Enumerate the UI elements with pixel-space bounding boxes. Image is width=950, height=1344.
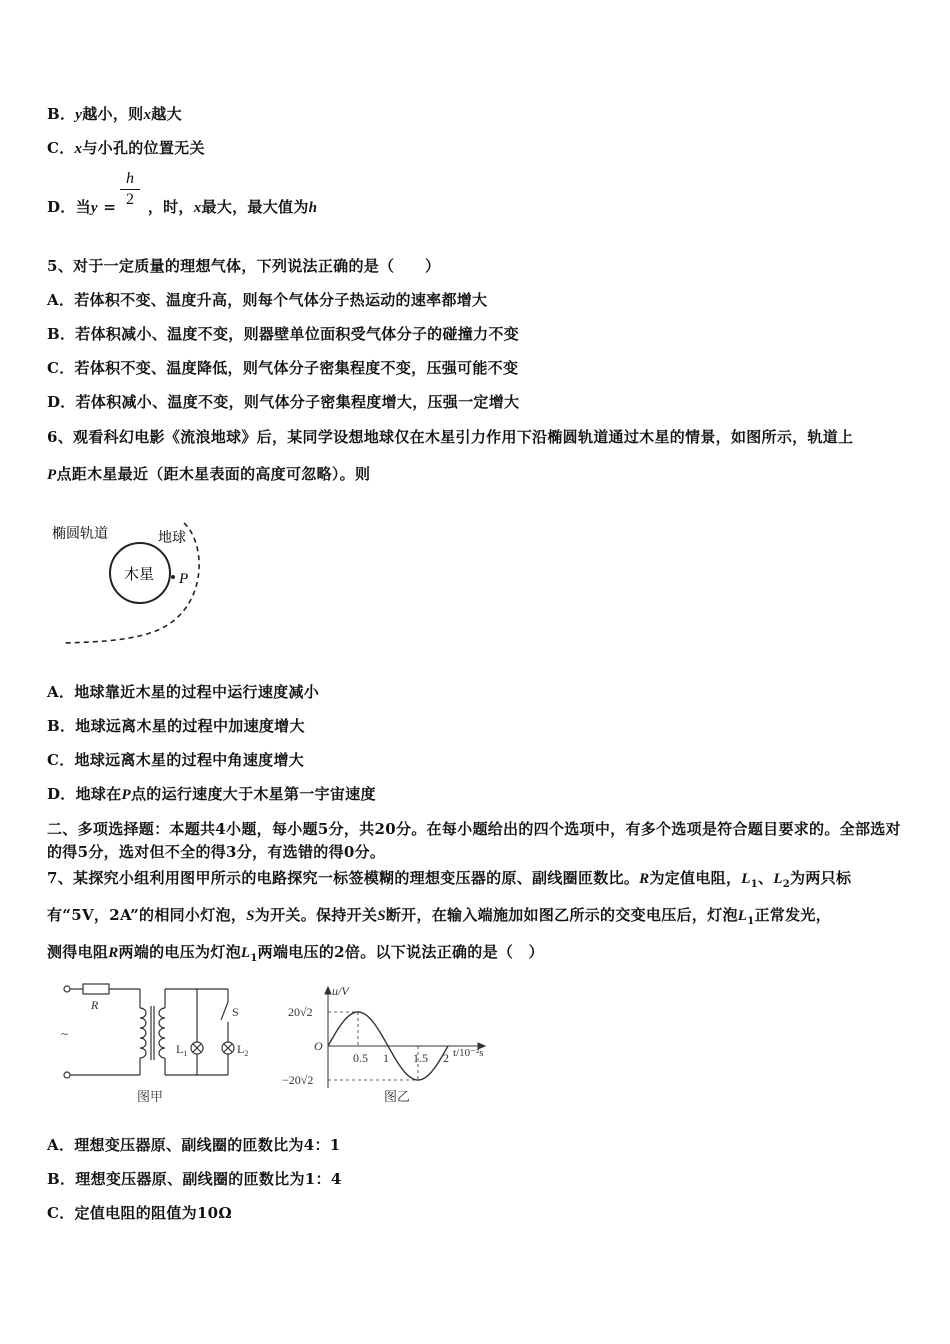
q4-option-b: B．y越小，则x越大	[47, 105, 182, 123]
y-axis-arrow	[325, 987, 331, 994]
resistor-r	[83, 984, 109, 994]
q7-option-a: A．理想变压器原、副线圈的匝数比为4：1	[47, 1136, 341, 1154]
q4-option-c: C．x与小孔的位置无关	[47, 139, 205, 157]
circuit-figure	[55, 978, 270, 1108]
q5-option-b: B．若体积减小、温度不变，则器壁单位面积受气体分子的碰撞力不变	[47, 325, 519, 343]
primary-coil	[140, 1008, 146, 1058]
voltage-chart	[280, 978, 495, 1108]
q5-option-c: C．若体积不变、温度降低，则气体分子密集程度不变，压强可能不变	[47, 359, 519, 377]
x-tick-label: 1	[383, 1051, 389, 1065]
point-p-label: P	[179, 571, 189, 587]
q7-stem-line1: 7、某探究小组利用图甲所示的电路探究一标签模糊的理想变压器的原、副线圈匝数比。R为定值电阻，$L_1$、$L_2$为两只标	[47, 869, 852, 890]
y-axis-label: u/V	[332, 984, 349, 998]
fig-a-l2-label: $L_2$	[237, 1042, 249, 1058]
q7-stem-line3: 测得电阻R两端的电压为灯泡$L_1$两端电压的2倍。以下说法正确的是（ ）	[47, 943, 544, 964]
switch-s	[221, 1002, 228, 1020]
q6-stem-line1: 6、观看科幻电影《流浪地球》后，某同学设想地球仅在木星引力作用下沿椭圆轨道通过木星的情景，如图所示，轨道上	[47, 428, 854, 446]
x-tick-label: 2	[443, 1051, 449, 1065]
fig-a-r-label: R	[91, 998, 99, 1012]
section-2-heading: 二、多项选择题：本题共4小题，每小题5分，共20分。在每小题给出的四个选项中，有多个选项是符合题目要求的。全部选对的得5分，选对但不全的得3分，有选错的得0分。	[47, 820, 901, 861]
q4-option-d: D．当y = ，时，x最大，最大值为h	[47, 198, 318, 216]
y-tick-label: 20√2	[288, 1005, 313, 1019]
q7-stem-line2: 有“5V，2A”的相同小灯泡，S为开关。保持开关S断开，在输入端施加如图乙所示的交变电压后，灯泡$L_1$正常发光，	[47, 906, 832, 927]
fig-a-caption: 图甲	[137, 1090, 164, 1105]
fig-a-s-label: S	[232, 1005, 239, 1019]
q5-option-a: A．若体积不变、温度升高，则每个气体分子热运动的速率都增大	[47, 291, 488, 309]
y-tick-label: −20√2	[282, 1073, 314, 1087]
input-terminal-top	[64, 986, 70, 992]
jupiter-orbit-figure	[40, 505, 210, 650]
x-tick-label: 0.5	[353, 1051, 368, 1065]
q6-stem-line2: P点距木星最近（距木星表面的高度可忽略）。则	[47, 465, 371, 483]
point-p-dot	[171, 575, 175, 579]
fig-a-l1-label: $L_1$	[176, 1042, 188, 1058]
q6-option-a: A．地球靠近木星的过程中运行速度减小	[47, 683, 320, 701]
q7-option-b: B．理想变压器原、副线圈的匝数比为1：4	[47, 1170, 342, 1188]
q6-option-c: C．地球远离木星的过程中角速度增大	[47, 751, 305, 769]
q6-option-d: D．地球在P点的运行速度大于木星第一宇宙速度	[47, 785, 376, 803]
input-terminal-bottom	[64, 1072, 70, 1078]
q4-fraction: h 2	[120, 170, 140, 209]
x-axis-label: t/10⁻²s	[453, 1047, 484, 1059]
q6-option-b: B．地球远离木星的过程中加速度增大	[47, 717, 305, 735]
q7-option-c: C．定值电阻的阻值为10Ω	[47, 1204, 233, 1222]
planet-label: 木星	[124, 565, 155, 583]
q5-stem: 5、对于一定质量的理想气体，下列说法正确的是（ ）	[47, 257, 441, 275]
origin-label: O	[314, 1039, 323, 1053]
orbit-label: 椭圆轨道	[52, 526, 108, 542]
x-tick-label: 1.5	[413, 1051, 428, 1065]
ac-source-symbol: ~	[61, 1026, 69, 1041]
chart-title: 图乙	[384, 1090, 411, 1105]
q5-option-d: D．若体积减小、温度不变，则气体分子密集程度增大，压强一定增大	[47, 393, 520, 411]
secondary-coil	[159, 1008, 165, 1058]
earth-label: 地球	[158, 530, 186, 546]
